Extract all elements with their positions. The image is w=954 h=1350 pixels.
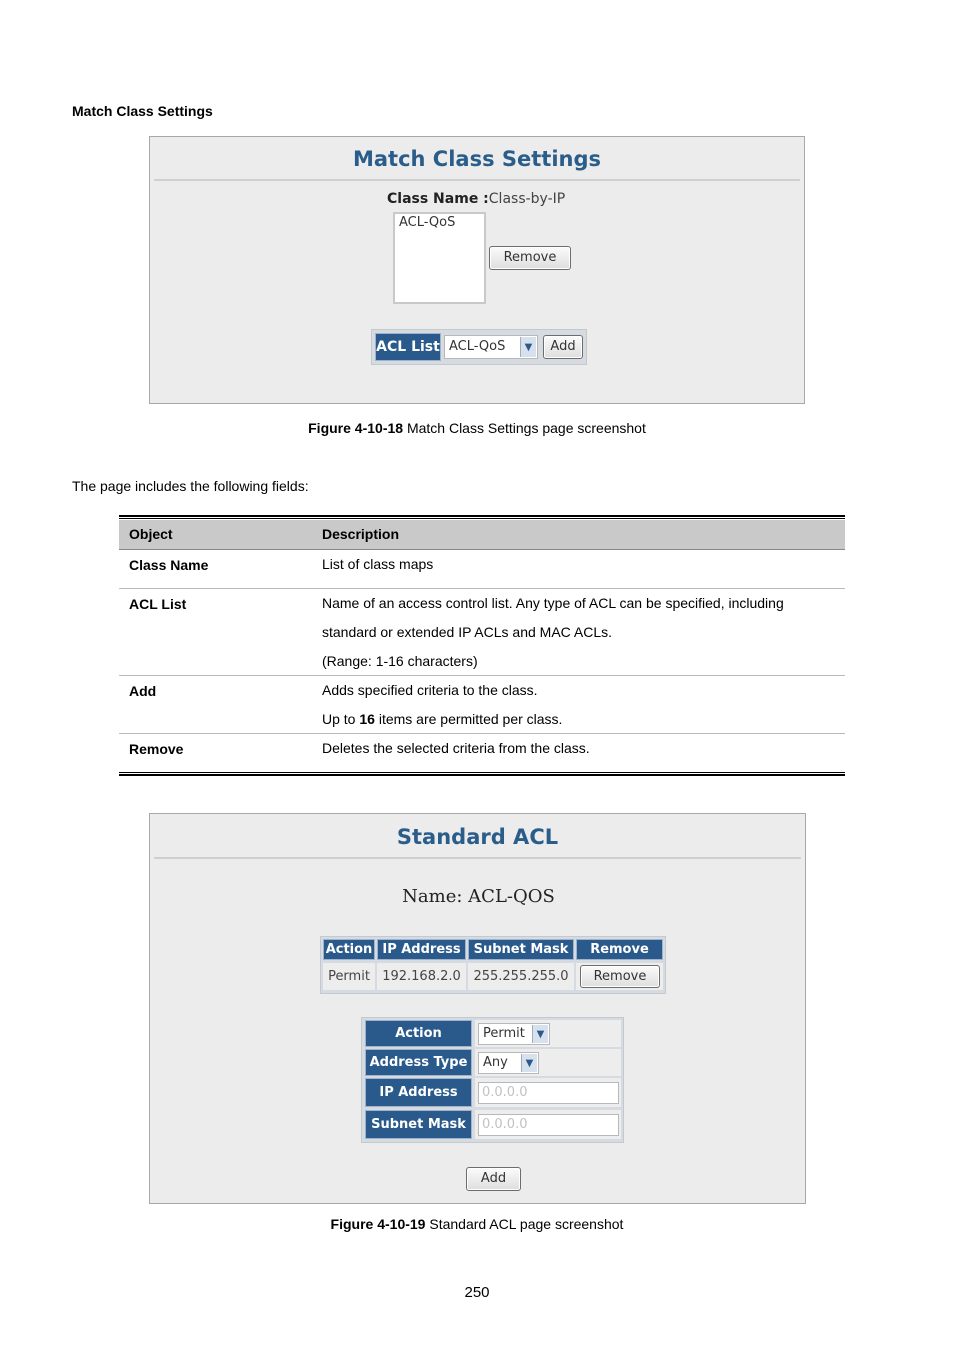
class-name-value: Class-by-IP (488, 191, 566, 207)
rule-mask-cell: 255.255.255.0 (468, 963, 574, 990)
address-type-select-value: Any (483, 1055, 508, 1070)
standard-acl-panel (149, 813, 806, 1204)
table-header (119, 520, 845, 550)
action-select[interactable] (478, 1023, 550, 1045)
match-class-settings-panel (149, 136, 805, 404)
match-class-title: Match Class Settings (352, 147, 602, 171)
figure-1-caption-label: Figure 4-10-18 (308, 420, 404, 436)
form-label-ip-address: IP Address (365, 1078, 472, 1107)
section-heading: Match Class Settings (72, 103, 213, 119)
class-criteria-listbox[interactable] (393, 212, 486, 304)
form-label-subnet-mask: Subnet Mask (365, 1110, 472, 1139)
remove-button[interactable]: Remove (489, 246, 571, 270)
table-row (119, 734, 845, 772)
figure-2-caption-text: Standard ACL page screenshot (425, 1216, 624, 1232)
class-name-row (387, 191, 565, 207)
subnet-mask-input[interactable]: 0.0.0.0 (478, 1114, 619, 1136)
acl-name-label: Name: (402, 886, 463, 907)
acl-name-row (150, 886, 807, 907)
description-line: (Range: 1-16 characters) (322, 653, 478, 669)
figure-1-caption-text: Match Class Settings page screenshot (403, 420, 646, 436)
title-divider (154, 179, 800, 181)
chevron-down-icon[interactable]: ▼ (532, 1025, 548, 1043)
rule-action-cell: Permit (323, 963, 375, 990)
action-select-value: Permit (483, 1026, 525, 1041)
row-description (322, 734, 842, 763)
list-item[interactable]: ACL-QoS (399, 215, 456, 230)
row-description (322, 589, 842, 676)
class-name-label: Class Name : (387, 191, 489, 207)
header-object: Object (129, 526, 173, 542)
row-object: Remove (129, 741, 184, 757)
figure-1-caption (0, 420, 954, 436)
row-description (322, 550, 842, 579)
table-bottom-rule (119, 774, 845, 776)
figure-2-caption-label: Figure 4-10-19 (330, 1216, 426, 1232)
form-label-action: Action (365, 1020, 472, 1047)
standard-acl-title: Standard ACL (396, 825, 559, 849)
description-line (322, 705, 842, 734)
chevron-down-icon[interactable]: ▼ (521, 1054, 537, 1072)
rule-header-remove: Remove (576, 939, 663, 960)
title-divider (154, 857, 801, 859)
row-object: ACL List (129, 596, 187, 612)
address-type-select[interactable] (478, 1052, 539, 1074)
table-bottom-rule-thin (119, 772, 845, 773)
rule-header-action: Action (323, 939, 375, 960)
description-line: List of class maps (322, 556, 434, 572)
add-button[interactable]: Add (543, 335, 583, 359)
form-label-address-type: Address Type (365, 1049, 472, 1076)
description-line: Deletes the selected criteria from the class. (322, 740, 590, 756)
rule-header-subnet-mask: Subnet Mask (468, 939, 574, 960)
description-line: standard or extended IP ACLs and MAC ACLs. (322, 624, 613, 640)
acl-name-value: ACL-QOS (468, 886, 555, 907)
row-description (322, 676, 842, 734)
acl-select[interactable] (444, 335, 538, 359)
description-line: Name of an access control list. Any type of ACL can be specified, including (322, 595, 784, 611)
acl-list-label: ACL List (375, 333, 441, 361)
table-top-rule-thin (119, 518, 845, 519)
table-row (119, 676, 845, 734)
row-object: Class Name (129, 557, 209, 573)
limit-value: 16 (359, 711, 375, 727)
figure-2-caption (0, 1216, 954, 1232)
chevron-down-icon[interactable]: ▼ (520, 337, 536, 357)
table-row (119, 589, 845, 676)
limit-suffix: items are permitted per class. (374, 711, 563, 727)
page-number: 250 (464, 1284, 490, 1301)
add-rule-button[interactable]: Add (466, 1167, 521, 1191)
ip-address-input[interactable]: 0.0.0.0 (478, 1082, 619, 1104)
intro-text: The page includes the following fields: (72, 478, 309, 494)
limit-prefix: Up to (322, 711, 360, 727)
table-top-rule (119, 515, 845, 517)
acl-select-value: ACL-QoS (449, 339, 506, 354)
table-row (119, 550, 845, 589)
description-line: Adds specified criteria to the class. (322, 682, 538, 698)
header-description: Description (322, 526, 400, 542)
rule-remove-button[interactable]: Remove (580, 965, 660, 988)
rule-ip-cell: 192.168.2.0 (377, 963, 466, 990)
rule-header-ip-address: IP Address (377, 939, 466, 960)
row-object: Add (129, 683, 157, 699)
